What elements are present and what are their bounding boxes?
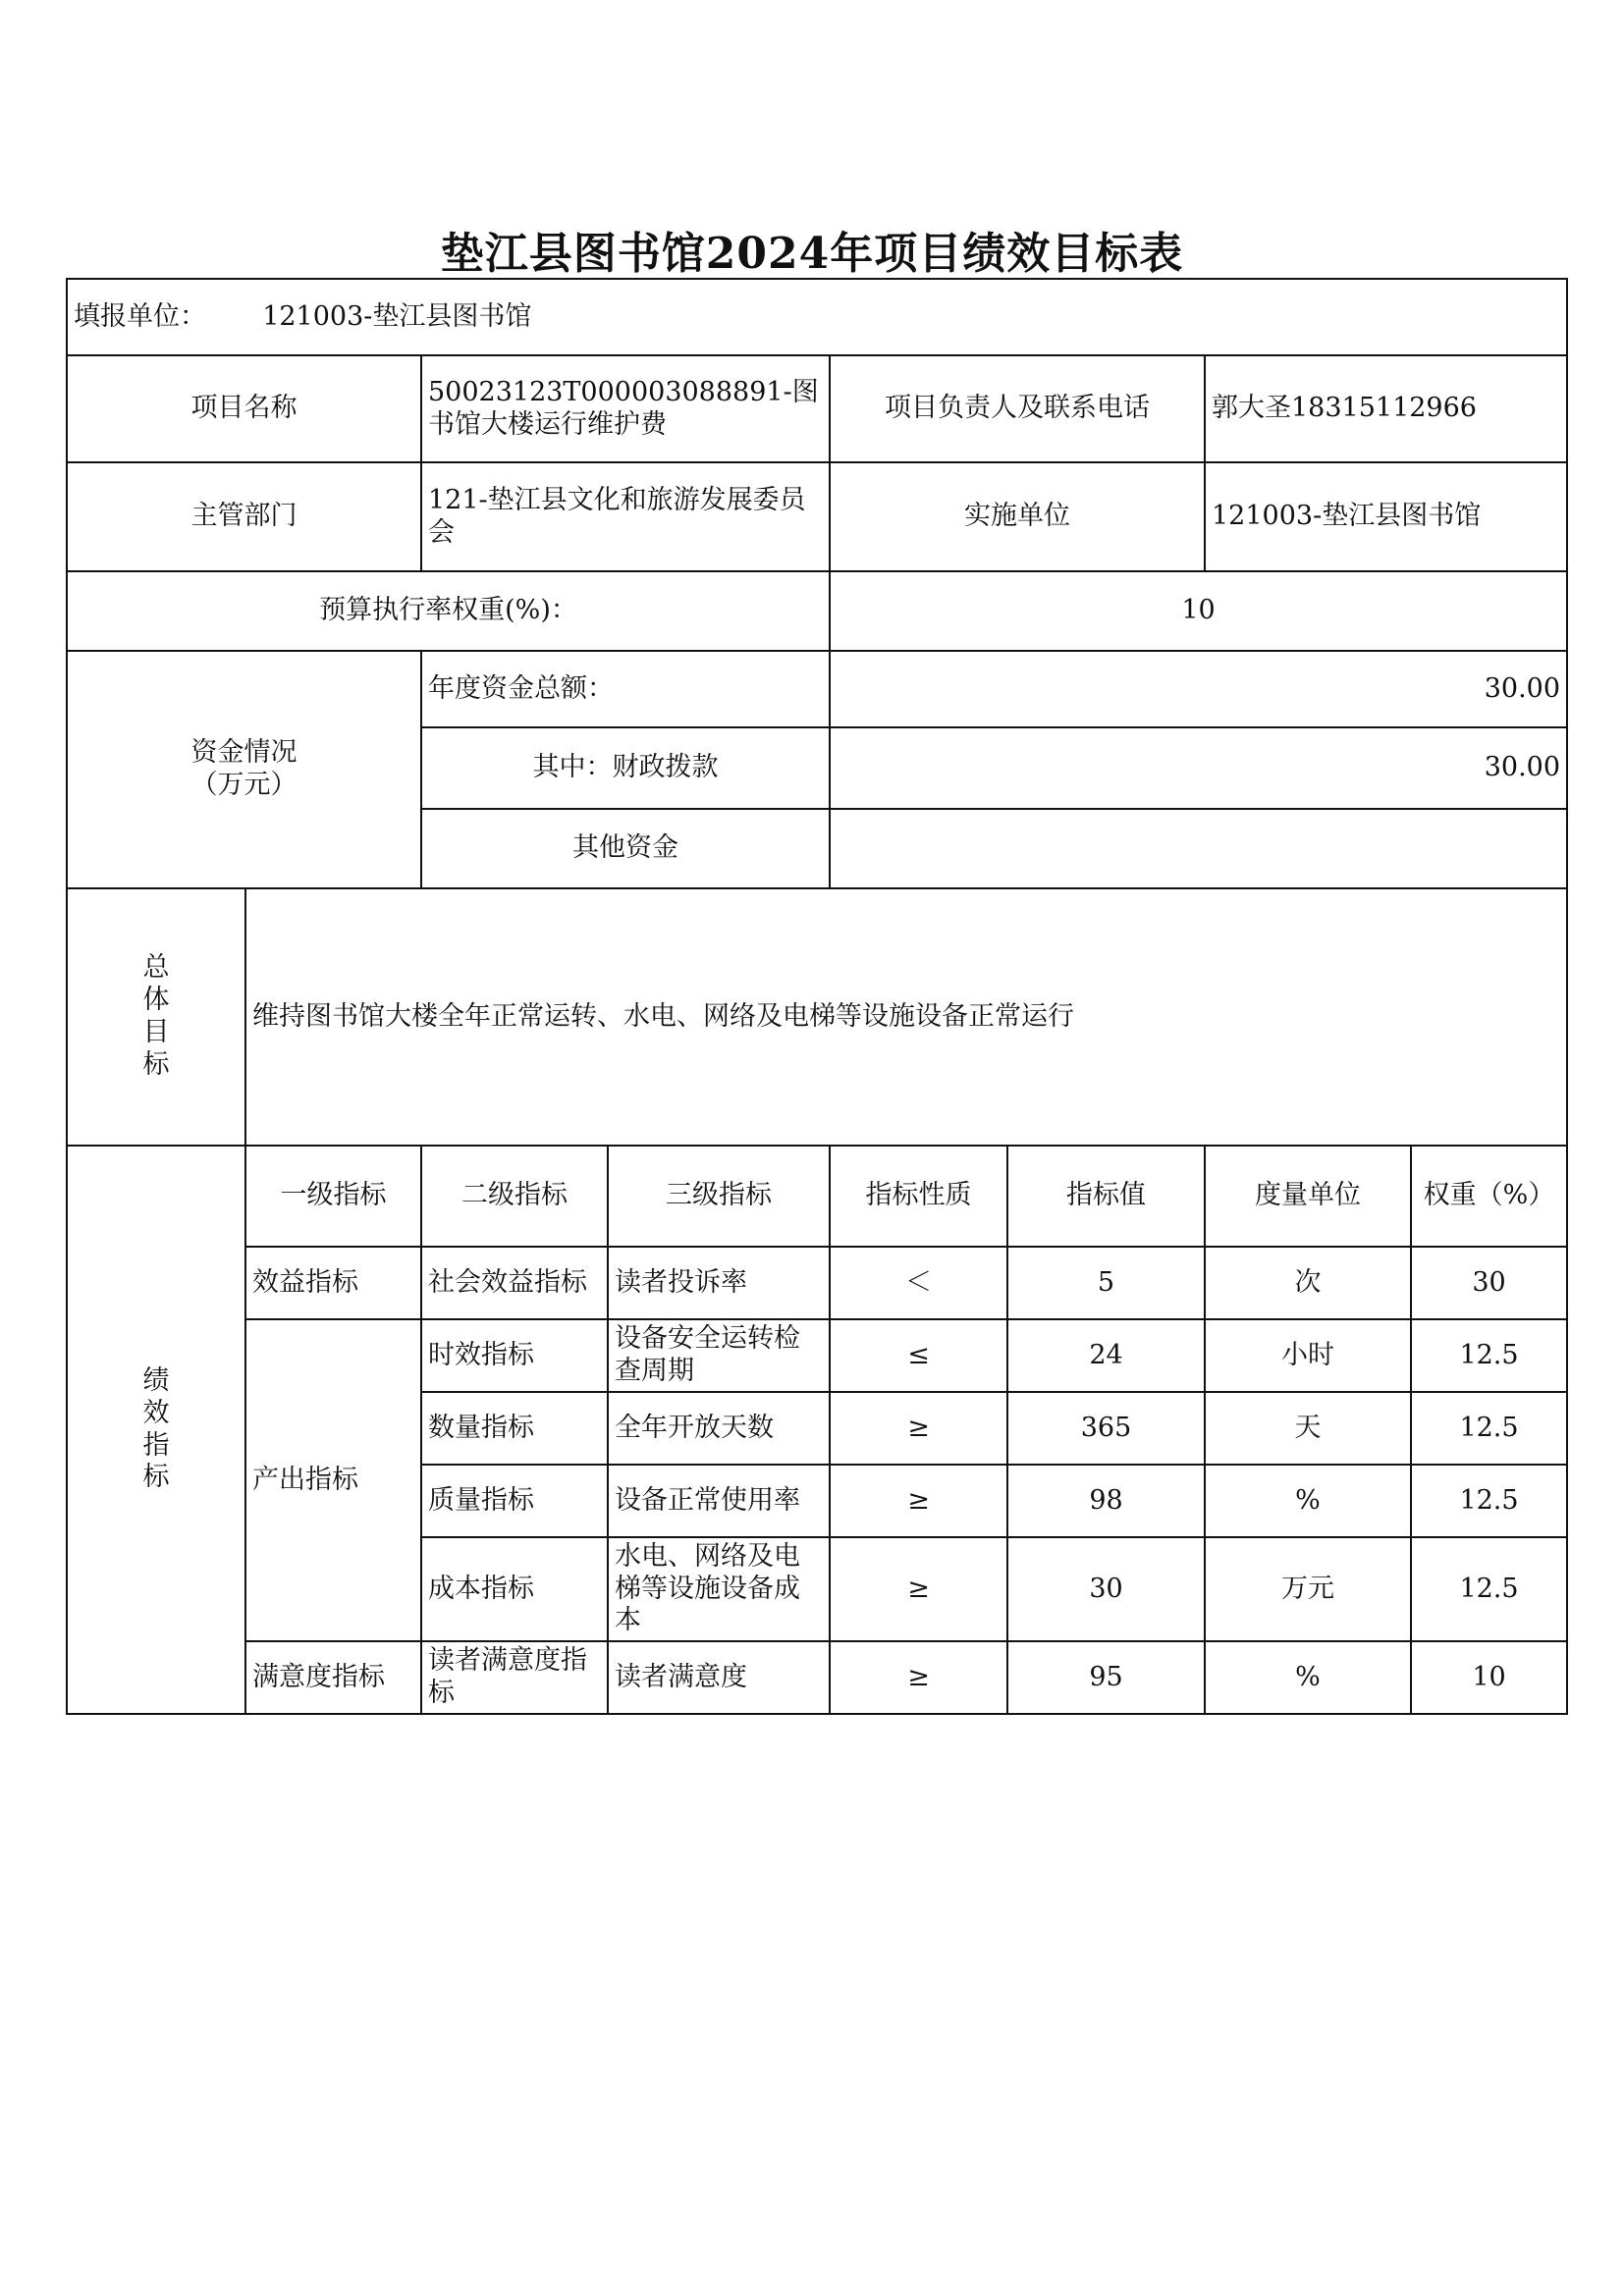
header-value: 指标值 (1007, 1146, 1205, 1247)
impl-label: 实施单位 (830, 462, 1205, 571)
nature-cell: ＜ (830, 1247, 1007, 1319)
nature-cell: ≥ (830, 1392, 1007, 1465)
goal-text: 维持图书馆大楼全年正常运转、水电、网络及电梯等设施设备正常运行 (245, 888, 1567, 1146)
header-level2: 二级指标 (421, 1146, 608, 1247)
goal-row (67, 888, 1567, 1146)
nature-cell: ≥ (830, 1465, 1007, 1537)
performance-label (67, 1146, 245, 1714)
header-nature: 指标性质 (830, 1146, 1007, 1247)
table-row (67, 1319, 1567, 1392)
unit-cell: % (1205, 1641, 1411, 1714)
value-cell: 5 (1007, 1247, 1205, 1319)
page-title: 垫江县图书馆2024年项目绩效目标表 (440, 229, 1184, 279)
project-owner-label: 项目负责人及联系电话 (830, 355, 1205, 462)
nature-cell: ≥ (830, 1641, 1007, 1714)
level2-cell: 社会效益指标 (421, 1247, 608, 1319)
unit-cell: 次 (1205, 1247, 1411, 1319)
level3-cell: 设备安全运转检查周期 (608, 1319, 830, 1392)
fill-unit-label: 填报单位： (74, 300, 206, 332)
level2-cell: 数量指标 (421, 1392, 608, 1465)
value-cell: 95 (1007, 1641, 1205, 1714)
level1-satisfaction: 满意度指标 (245, 1641, 421, 1714)
performance-label-char: 标 (142, 1462, 170, 1493)
department-row (67, 462, 1567, 571)
value-cell: 24 (1007, 1319, 1205, 1392)
funds-total-row (67, 651, 1567, 727)
indicator-header-row (67, 1146, 1567, 1247)
performance-label-char: 指 (142, 1429, 170, 1461)
unit-cell: 天 (1205, 1392, 1411, 1465)
performance-target-table (66, 278, 1568, 1715)
funds-total-label: 年度资金总额： (421, 651, 830, 727)
weight-cell: 12.5 (1411, 1392, 1567, 1465)
level3-cell: 读者投诉率 (608, 1247, 830, 1319)
table-row (67, 1641, 1567, 1714)
table-row (67, 1247, 1567, 1319)
funds-label-line2: （万元） (190, 770, 298, 800)
weight-cell: 10 (1411, 1641, 1567, 1714)
level3-cell: 读者满意度 (608, 1641, 830, 1714)
goal-label-char: 总 (142, 952, 170, 984)
funds-other-label: 其他资金 (421, 809, 830, 888)
goal-label-char: 标 (142, 1048, 170, 1080)
weight-cell: 30 (1411, 1247, 1567, 1319)
unit-cell: 万元 (1205, 1537, 1411, 1641)
unit-cell: % (1205, 1465, 1411, 1537)
nature-cell: ≤ (830, 1319, 1007, 1392)
impl-value: 121003-垫江县图书馆 (1205, 462, 1567, 571)
dept-label: 主管部门 (67, 462, 421, 571)
funds-label (67, 651, 421, 888)
funds-label-line1: 资金情况 (190, 737, 298, 769)
value-cell: 30 (1007, 1537, 1205, 1641)
nature-cell: ≥ (830, 1537, 1007, 1641)
level1-benefit: 效益指标 (245, 1247, 421, 1319)
level2-cell: 成本指标 (421, 1537, 608, 1641)
weight-cell: 12.5 (1411, 1319, 1567, 1392)
value-cell: 365 (1007, 1392, 1205, 1465)
weight-cell: 12.5 (1411, 1537, 1567, 1641)
weight-cell: 12.5 (1411, 1465, 1567, 1537)
level2-cell: 时效指标 (421, 1319, 608, 1392)
project-owner-value: 郭大圣18315112966 (1205, 355, 1567, 462)
dept-value: 121-垫江县文化和旅游发展委员会 (421, 462, 830, 571)
level2-cell: 读者满意度指标 (421, 1641, 608, 1714)
value-cell: 98 (1007, 1465, 1205, 1537)
goal-label-char: 体 (142, 985, 170, 1016)
funds-fiscal-value: 30.00 (830, 727, 1567, 809)
fill-unit-row (67, 279, 1567, 355)
level3-cell: 设备正常使用率 (608, 1465, 830, 1537)
project-name-value: 50023123T000003088891-图书馆大楼运行维护费 (421, 355, 830, 462)
budget-rate-label: 预算执行率权重(%)： (67, 571, 830, 651)
budget-rate-row (67, 571, 1567, 651)
funds-total-value: 30.00 (830, 651, 1567, 727)
performance-label-char: 效 (142, 1397, 170, 1428)
level3-cell: 全年开放天数 (608, 1392, 830, 1465)
unit-cell: 小时 (1205, 1319, 1411, 1392)
fill-unit-value: 121003-垫江县图书馆 (262, 300, 532, 332)
project-name-label: 项目名称 (67, 355, 421, 462)
funds-fiscal-label: 其中：财政拨款 (421, 727, 830, 809)
header-level3: 三级指标 (608, 1146, 830, 1247)
header-level1: 一级指标 (245, 1146, 421, 1247)
performance-label-char: 绩 (142, 1364, 170, 1396)
level3-cell: 水电、网络及电梯等设施设备成本 (608, 1537, 830, 1641)
level1-output: 产出指标 (245, 1319, 421, 1641)
header-weight: 权重（%） (1411, 1146, 1567, 1247)
project-name-row (67, 355, 1567, 462)
budget-rate-value: 10 (830, 571, 1567, 651)
goal-label (67, 888, 245, 1146)
goal-label-char: 目 (142, 1017, 170, 1047)
fill-unit-cell (67, 279, 1567, 355)
header-unit: 度量单位 (1205, 1146, 1411, 1247)
level2-cell: 质量指标 (421, 1465, 608, 1537)
funds-other-value (830, 809, 1567, 888)
